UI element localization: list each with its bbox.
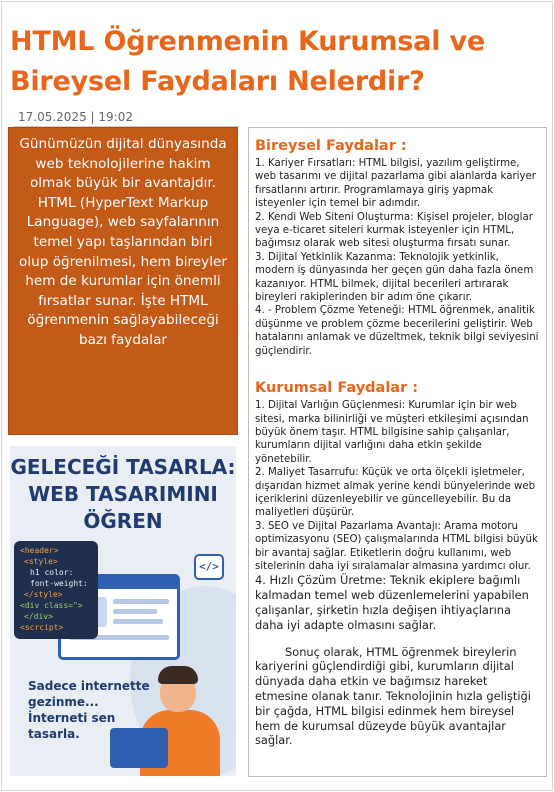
code-snippet-card — [14, 541, 98, 639]
corporate-benefits-heading: Kurumsal Faydalar : — [255, 380, 419, 397]
promo-caption-line-2: gezinme... — [28, 695, 99, 709]
code-line: <style> — [24, 557, 58, 566]
corporate-benefit-item: 2. Maliyet Tasarrufu: Küçük ve orta ölçekli işletmeler, dışarıdan hizmet almak yerine kendi bünyelerinde web içeriklerini düzenleyebilir ve güncelleyebilir. Bu da maliyetleri düşürür. — [255, 467, 536, 519]
corporate-benefit-item: 3. SEO ve Dijital Pazarlama Avantajı: Arama motoru optimizasyonu (SEO) çalışmalarında HTML bilgisi büyük bir avantaj sağlar. Etiketlerin doğru kullanımı, web sitelerinin daha iyi sıralamalar almasına yardımcı olur. — [255, 520, 538, 572]
code-tag-icon: </> — [194, 554, 224, 580]
code-line: <header> — [20, 546, 59, 555]
publish-date: 17.05.2025 | 19:02 — [18, 110, 133, 124]
promo-headline — [10, 454, 236, 535]
individual-benefit-item: 1. Kariyer Fırsatları: HTML bilgisi, yazılım geliştirme, web tasarımı ve dijital pazarlama gibi alanlarda kariyer fırsatlarını artırır. Programlamaya giriş yapmak isteyenler için temel bir adımdır. — [255, 158, 536, 210]
intro-box — [8, 127, 238, 435]
page-title: HTML Öğrenmenin Kurumsal ve Bireysel Faydaları Nelerdir? — [10, 26, 485, 97]
promo-headline-line-3: ÖĞREN — [83, 509, 163, 533]
individual-benefits-heading: Bireysel Faydalar : — [255, 138, 407, 154]
corporate-benefit-item: 4. Hızlı Çözüm Üretme: Teknik ekiplere bağımlı kalmadan temel web düzenlemelerini yapabilen çalışanlar, şirketin hızla değişen ihtiyaçlarına daha iyi adapte olmasını sağlar. — [255, 573, 529, 632]
laptop-icon — [110, 728, 168, 768]
code-line: <div class="> — [20, 601, 83, 610]
text-line — [113, 599, 169, 604]
conclusion-text: Sonuç olarak, HTML öğrenmek bireylerin kariyerini güçlendirdiği gibi, kurumların dijital dünyada daha etkin ve bağımsız hareket etmesine olanak tanır. Teknolojinin hızla geliştiği bir çağda, HTML bilgisi edinmek hem bireysel hem de kurumsal düzeyde büyük avantajlar sağlar. — [255, 644, 531, 748]
code-line: <scrcipt> — [20, 623, 64, 632]
promo-headline-line-2: WEB TASARIMINI — [28, 482, 218, 506]
section-spacer — [255, 358, 539, 378]
promo-caption-line-1: Sadece internette — [28, 679, 150, 693]
promo-headline-line-1: GELECEĞİ TASARLA: — [10, 455, 236, 479]
individual-benefit-item: 3. Dijital Yetkinlik Kazanma: Teknolojik yetkinlik, modern iş dünyasında her geçen gün daha fazla önem kazanıyor. HTML bilmek, dijital becerileri artırarak bireyleri rakiplerinden bir adım öne çıkarır. — [255, 251, 534, 304]
individual-benefit-item: 2. Kendi Web Siteni Oluşturma: Kişisel projeler, bloglar veya e-ticaret siteleri kurmak isteyenler için HTML, bağımsız olarak web sitesi oluşturma fırsatı sunar. — [255, 211, 533, 250]
person-hair-illustration — [158, 666, 198, 684]
promo-image — [10, 446, 236, 776]
code-line: </div> — [24, 612, 53, 621]
corporate-benefit-item: 1. Dijital Varlığın Güçlenmesi: Kurumlar için bir web sitesi, marka bilinirliği ve müşteri etkileşimi açısından büyük önem taşır. HTML bilgisine sahip çalışanlar, kurumların dijital varlığını daha etkin şekilde yönetebilir. — [255, 400, 529, 465]
intro-text: Günümüzün dijital dünyasında web teknolojilerine hakim olmak büyük bir avantajdır. HTML (HyperText Markup Language), web sayfalarının temel yapı taşlarından biri olup öğrenilmesi, hem bireyler hem de kurumlar için önemli fırsatlar sunar. İşte HTML öğrenmenin sağlayabileceği bazı faydalar — [19, 136, 227, 348]
code-line: font-weight: — [30, 579, 88, 588]
promo-caption-line-3: İnterneti sen tasarla. — [28, 711, 116, 741]
benefits-column — [248, 127, 547, 777]
text-line — [113, 619, 163, 624]
code-line: h1 color: — [30, 568, 74, 577]
text-line — [113, 609, 157, 614]
individual-benefit-item: 4. - Problem Çözme Yeteneği: HTML öğrenmek, analitik düşünme ve problem çözme becerilerini geliştirir. Web hatalarını anlamak ve düzeltmek, teknik bilgi seviyesini güçlendirir. — [255, 305, 539, 357]
code-line: </style> — [24, 590, 63, 599]
